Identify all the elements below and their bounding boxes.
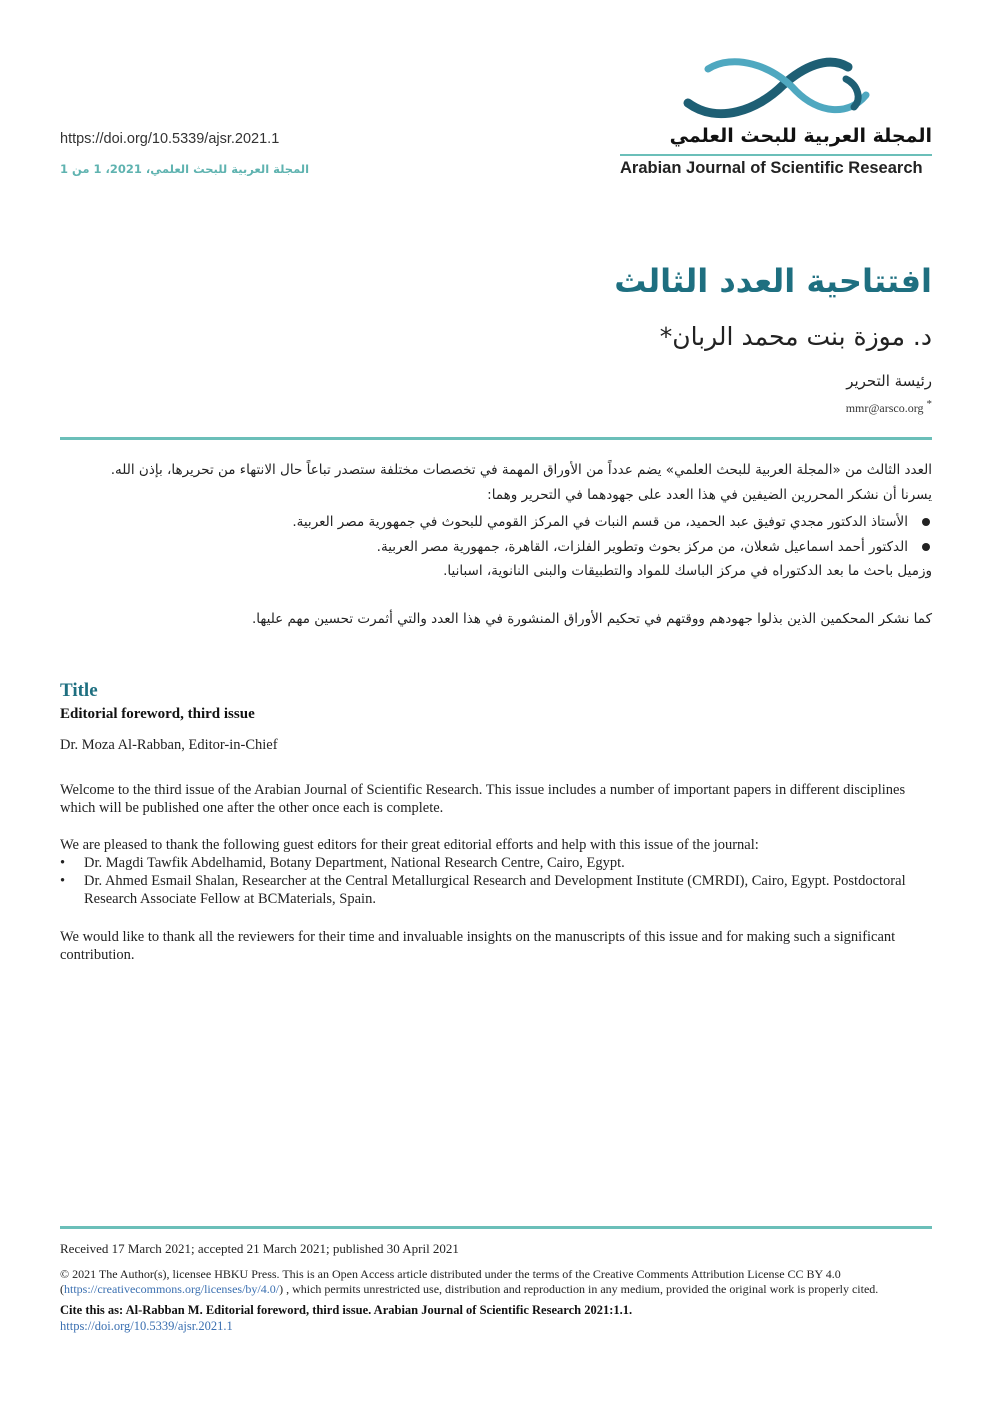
author-role-arabic: رئيسة التحرير <box>846 372 932 390</box>
journal-logo <box>620 55 932 185</box>
section-divider-bottom <box>60 1226 932 1229</box>
arabic-paragraph-2: يسرنا أن نشكر المحررين الضيفين في هذا العدد على جهودهما في التحرير وهما: <box>487 487 932 503</box>
list-item: • Dr. Magdi Tawfik Abdelhamid, Botany Department, National Research Centre, Cairo, Egypt. <box>60 854 932 872</box>
arabic-paragraph-1: العدد الثالث من «المجلة العربية للبحث العلمي» يضم عدداً من الأوراق المهمة في تخصصات مختلفة ستصدر تباعاً حال الانتهاء من تحريرها، بإذن الله. <box>110 462 932 478</box>
email-text[interactable]: mmr@arsco.org <box>845 401 924 415</box>
arabic-paragraph-4: كما نشكر المحكمين الذين بذلوا جهودهم ووقتهم في تحكيم الأوراق المنشورة في هذا العدد والتي أثمرت تحسين مهم عليها. <box>252 611 932 627</box>
license-text-after: ) , which permits unrestricted use, distribution and reproduction in any medium, provided the original work is properly cited. <box>279 1282 879 1296</box>
english-paragraph-1: Welcome to the third issue of the Arabian Journal of Scientific Research. This issue includes a number of important papers in different disciplines which will be published one after the other once each is complete. <box>60 782 906 816</box>
list-item: الأستاذ الدكتور مجدي توفيق عبد الحميد، من قسم النبات في المركز القومي للبحوث في جمهورية مصر العربية. <box>60 512 932 537</box>
author-email[interactable] <box>846 398 932 416</box>
english-paragraph-3: We would like to thank all the reviewers for their time and invaluable insights on the manuscripts of this issue and for making such a significant contribution. <box>60 929 896 963</box>
logo-divider <box>620 154 932 156</box>
citation-arabic: المجلة العربية للبحث العلمي، 2021، 1 من 1 <box>60 162 310 176</box>
email-marker: * <box>926 398 932 410</box>
section-divider-top <box>60 437 932 440</box>
english-paragraph-2: We are pleased to thank the following guest editors for their great editorial efforts and help with this issue of the journal: <box>60 837 759 853</box>
doi-link[interactable]: https://doi.org/10.5339/ajsr.2021.1 <box>60 131 280 147</box>
journal-name-arabic: المجلة العربية للبحث العلمي <box>669 125 932 147</box>
article-title-english: Editorial foreword, third issue <box>60 706 255 722</box>
arabic-paragraph-3: وزميل باحث ما بعد الدكتوراه في مركز الباسك للمواد والتطبيقات والبنى النانوية، اسبانيا. <box>443 563 932 579</box>
arabic-guest-editors-list <box>60 512 932 562</box>
license-text-before: © 2021 The Author(s), licensee HBKU Press. This is an Open Access article distributed under the terms of the Creative Comments Attribution License CC BY 4.0 ( <box>60 1267 841 1296</box>
author-arabic: د. موزة بنت محمد الربان* <box>659 322 932 351</box>
journal-name-english: Arabian Journal of Scientific Research <box>620 159 923 177</box>
author-english: Dr. Moza Al-Rabban, Editor-in-Chief <box>60 737 278 753</box>
journal-logo-mark <box>678 55 878 125</box>
license-link[interactable]: https://creativecommons.org/licenses/by/4.0/ <box>64 1282 280 1296</box>
cite-as: Cite this as: Al-Rabban M. Editorial foreword, third issue. Arabian Journal of Scientific Research 2021:1.1. <box>60 1303 633 1317</box>
article-title-arabic: افتتاحية العدد الثالث <box>614 262 932 300</box>
cite-doi-link[interactable]: https://doi.org/10.5339/ajsr.2021.1 <box>60 1319 233 1333</box>
list-item: الدكتور أحمد اسماعيل شعلان، من مركز بحوث وتطوير الفلزات، القاهرة، جمهورية مصر العربية. <box>60 537 932 562</box>
english-guest-editors-list <box>60 854 932 908</box>
title-label: Title <box>60 680 98 701</box>
list-item: • Dr. Ahmed Esmail Shalan, Researcher at the Central Metallurgical Research and Development Institute (CMRDI), Cairo, Egypt. Postdoctoral Research Associate Fellow at BCMaterials, Spain. <box>60 872 932 908</box>
received-dates: Received 17 March 2021; accepted 21 March 2021; published 30 April 2021 <box>60 1241 459 1256</box>
license-statement <box>60 1267 940 1297</box>
